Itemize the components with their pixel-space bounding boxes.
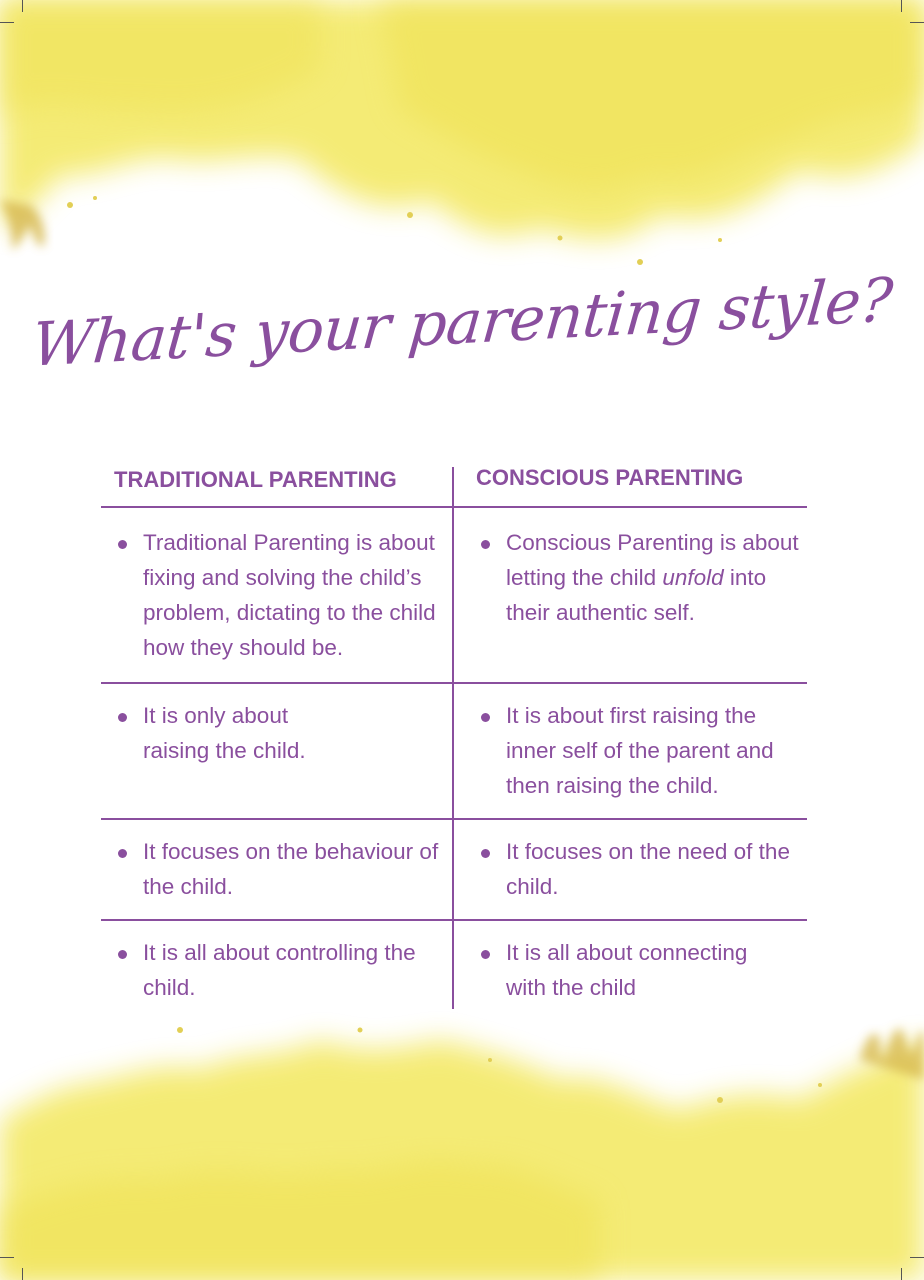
heading-conscious: CONSCIOUS PARENTING	[476, 465, 744, 490]
bullet-icon	[118, 540, 127, 549]
conscious-cell	[454, 508, 807, 682]
conscious-cell	[454, 921, 807, 1009]
bullet-icon	[481, 713, 490, 722]
table-header	[101, 455, 807, 508]
conscious-text-emphasis: unfold	[662, 565, 724, 590]
heading-traditional: TRADITIONAL PARENTING	[101, 467, 454, 506]
traditional-cell	[101, 684, 454, 818]
traditional-cell	[101, 508, 454, 682]
bullet-icon	[481, 950, 490, 959]
bullet-icon	[118, 950, 127, 959]
conscious-text-start: Conscious Parenting is about letting the child	[506, 530, 799, 590]
crop-mark-bottom-right-v	[901, 1268, 902, 1280]
table-row	[101, 508, 807, 684]
traditional-text: It focuses on the behaviour of the child.	[143, 839, 439, 899]
crop-mark-bottom-right	[910, 1257, 924, 1258]
traditional-text: It is only about raising the child.	[143, 703, 306, 763]
crop-mark-bottom-left-v	[22, 1268, 23, 1280]
comparison-table	[101, 455, 807, 1009]
conscious-text: It focuses on the need of the child.	[506, 839, 790, 899]
crop-mark-top-right-v	[901, 0, 902, 12]
conscious-cell	[454, 684, 807, 818]
crop-mark-top-right	[910, 22, 924, 23]
conscious-text-end: into their authentic self.	[506, 565, 767, 625]
bullet-icon	[118, 849, 127, 858]
table-row	[101, 684, 807, 820]
conscious-text: It is all about connecting with the child	[506, 940, 748, 1000]
table-row	[101, 820, 807, 921]
table-row	[101, 921, 807, 1009]
bullet-icon	[481, 540, 490, 549]
conscious-text: It is about first raising the inner self of the parent and then raising the child.	[506, 703, 774, 798]
bullet-icon	[118, 713, 127, 722]
traditional-cell	[101, 921, 454, 1009]
top-watercolor-wash	[0, 0, 924, 265]
conscious-cell	[454, 820, 807, 919]
traditional-text: Traditional Parenting is about fixing and solving the child’s problem, dictating to the child how they should be.	[143, 530, 436, 660]
traditional-cell	[101, 820, 454, 919]
bottom-watercolor-wash	[0, 1027, 924, 1280]
bullet-icon	[481, 849, 490, 858]
page-title: What's your parenting style?	[28, 265, 896, 381]
crop-mark-bottom-left	[0, 1257, 14, 1258]
crop-mark-top-left	[0, 22, 14, 23]
traditional-text: It is all about controlling the child.	[143, 940, 416, 1000]
crop-mark-top-left-v	[22, 0, 23, 12]
